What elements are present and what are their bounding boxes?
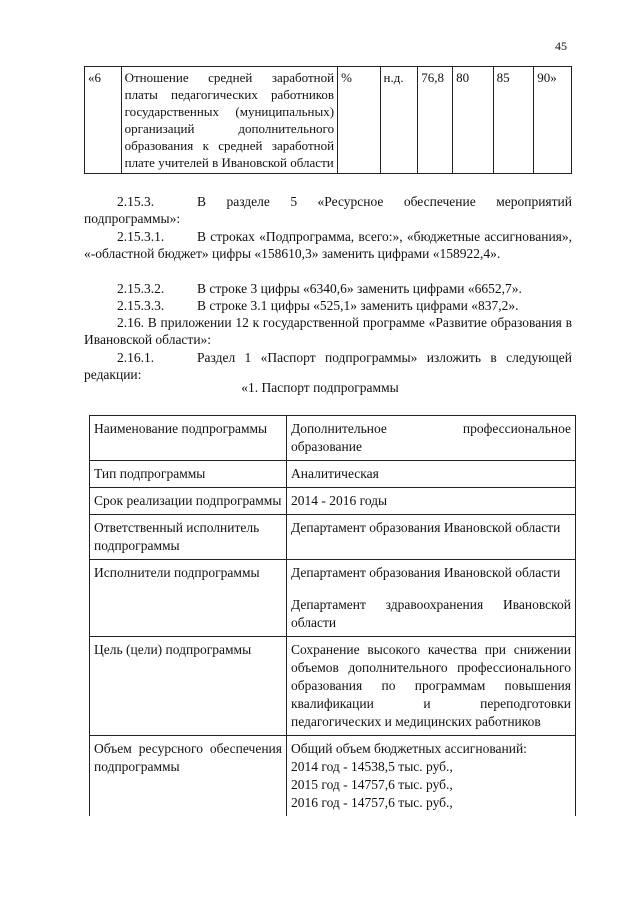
row-value: Департамент образования Ивановской области bbox=[287, 515, 576, 560]
clause-text: В разделе 5 «Ресурсное обеспечение мероприятий подпрограммы»: bbox=[84, 194, 572, 226]
table-row bbox=[90, 515, 576, 560]
row-value bbox=[287, 560, 576, 637]
table-row bbox=[90, 560, 576, 637]
clause-text: В строках «Подпрограмма, всего:», «бюджетные ассигнования», «-областной бюджет» цифры «158610,3» заменить цифрами «158922,4». bbox=[84, 229, 572, 261]
clause-number: 2.15.3.2. bbox=[117, 281, 165, 296]
paragraph bbox=[84, 314, 572, 348]
executor-item: Департамент образования Ивановской области bbox=[291, 565, 561, 580]
clause-number: 2.16.1. bbox=[117, 350, 155, 365]
table-row bbox=[90, 637, 576, 736]
row-value: Сохранение высокого качества при снижении объемов дополнительного профессионального образования по программам повышения квалификации и переподготовки педагогических и медицинских работников bbox=[287, 637, 576, 736]
paragraph bbox=[84, 349, 572, 383]
table-row bbox=[90, 488, 576, 515]
clause-number: 2.15.3.1. bbox=[117, 229, 165, 244]
row-label: Исполнители подпрограммы bbox=[90, 560, 287, 637]
row-label: Ответственный исполнитель подпрограммы bbox=[90, 515, 287, 560]
paragraph bbox=[84, 297, 572, 314]
value-cell: 80 bbox=[453, 67, 494, 174]
funding-line: 2014 год - 14538,5 тыс. руб., bbox=[291, 759, 453, 774]
executor-item: Департамент здравоохранения Ивановской области bbox=[291, 597, 571, 630]
paragraph bbox=[84, 228, 572, 262]
indicator-name: Отношение средней заработной платы педагогических работников государственных (муниципальных) организаций дополнительного образования к средней заработной плате учителей в Ивановской области bbox=[121, 67, 337, 174]
row-label: Наименование подпрограммы bbox=[90, 416, 287, 461]
section-heading: «1. Паспорт подпрограммы bbox=[241, 380, 399, 395]
row-label: Цель (цели) подпрограммы bbox=[90, 637, 287, 736]
paragraph bbox=[84, 193, 572, 227]
clause-text: В строке 3.1 цифры «525,1» заменить цифрами «837,2». bbox=[197, 298, 519, 313]
clause-text: 2.16. В приложении 12 к государственной программе «Развитие образования в Ивановской области»: bbox=[84, 315, 572, 347]
clause-text: В строке 3 цифры «6340,6» заменить цифрами «6652,7». bbox=[197, 281, 522, 296]
paragraph bbox=[84, 280, 572, 297]
row-label: Срок реализации подпрограммы bbox=[90, 488, 287, 515]
row-value: Аналитическая bbox=[287, 461, 576, 488]
funding-line: 2016 год - 14757,6 тыс. руб., bbox=[291, 795, 453, 810]
funding-line: Общий объем бюджетных ассигнований: bbox=[291, 741, 527, 756]
row-value bbox=[287, 736, 576, 817]
table-row bbox=[90, 461, 576, 488]
row-label: Объем ресурсного обеспечения подпрограммы bbox=[90, 736, 287, 817]
clause-number: 2.15.3. bbox=[117, 194, 155, 209]
row-label: Тип подпрограммы bbox=[90, 461, 287, 488]
clause-text: Раздел 1 «Паспорт подпрограммы» изложить в следующей редакции: bbox=[84, 350, 572, 382]
value-cell: 85 bbox=[493, 67, 534, 174]
unit-cell: % bbox=[338, 67, 380, 174]
indicator-table bbox=[84, 66, 572, 174]
table-row bbox=[90, 736, 576, 817]
row-number: «6 bbox=[85, 67, 122, 174]
table-row bbox=[90, 416, 576, 461]
funding-line: 2015 год - 14757,6 тыс. руб., bbox=[291, 777, 453, 792]
row-value: Дополнительное профессиональное образование bbox=[287, 416, 576, 461]
page-number: 45 bbox=[555, 39, 567, 53]
passport-table bbox=[89, 415, 576, 816]
value-cell: 90» bbox=[534, 67, 572, 174]
value-cell: н.д. bbox=[380, 67, 418, 174]
row-value: 2014 - 2016 годы bbox=[287, 488, 576, 515]
table-row bbox=[85, 67, 572, 174]
value-cell: 76,8 bbox=[418, 67, 453, 174]
clause-number: 2.15.3.3. bbox=[117, 298, 165, 313]
